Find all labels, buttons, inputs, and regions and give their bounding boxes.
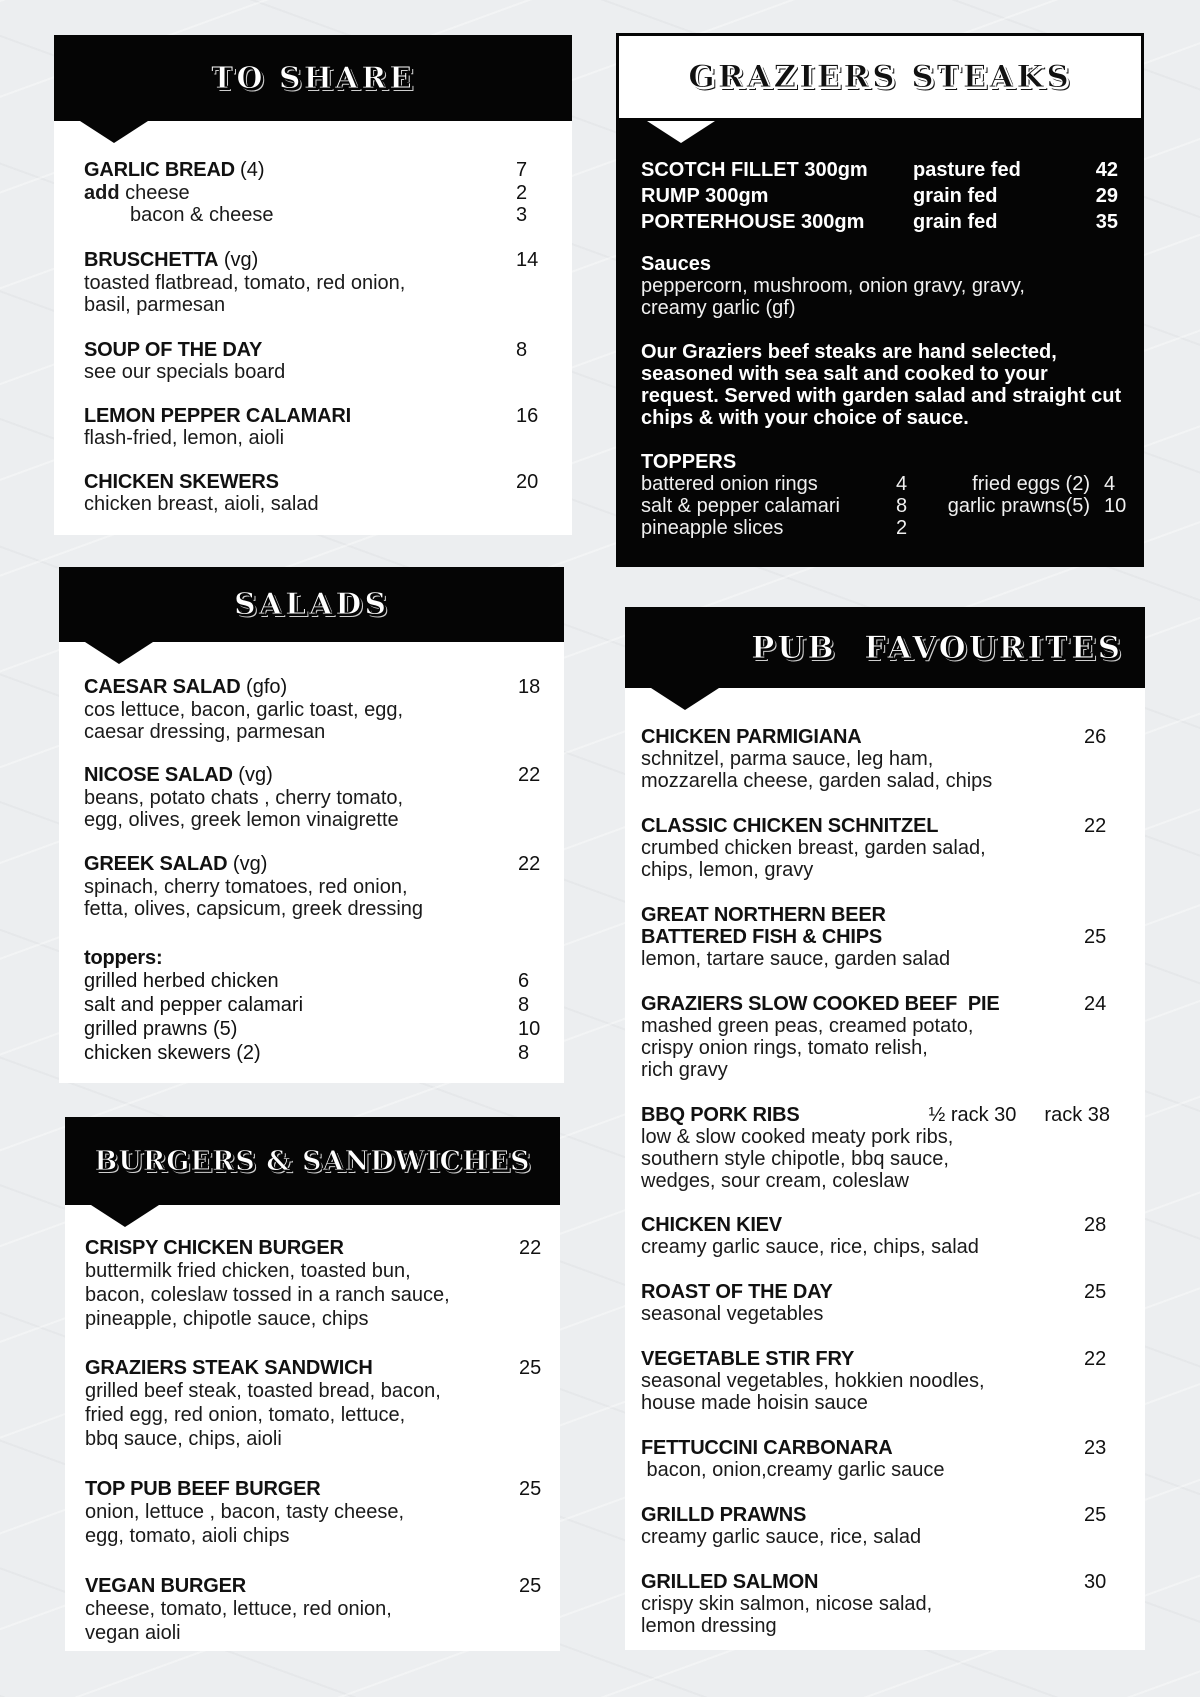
item-price: 25 xyxy=(1084,926,1107,948)
section-title: BURGERS & SANDWICHES xyxy=(94,1145,531,1177)
item-description: beans, potato chats , cherry tomato, egg, olives, greek lemon vinaigrette xyxy=(84,787,404,831)
toppers-label: toppers: xyxy=(84,947,163,969)
menu-item-lemon-pepper-calamari xyxy=(84,405,542,449)
item-price: 22 xyxy=(1084,1348,1107,1370)
menu-item-garlic-bread xyxy=(84,159,542,226)
item-name: VEGAN BURGER xyxy=(85,1575,246,1597)
salads-header xyxy=(59,567,564,642)
item-description: onion, lettuce , bacon, tasty cheese, egg, tomato, aioli chips xyxy=(85,1501,405,1547)
menu-item-beer-battered-fish-chips xyxy=(641,904,1110,970)
menu-item-chicken-kiev xyxy=(641,1214,1110,1258)
item-name: TOP PUB BEEF BURGER xyxy=(85,1478,321,1500)
steak-list xyxy=(641,157,1144,235)
addon-price: 3 xyxy=(516,204,528,226)
to-share-section xyxy=(54,35,572,535)
item-name: CHICKEN PARMIGIANA xyxy=(641,726,862,748)
menu-item-bruschetta xyxy=(84,249,542,316)
item-name: CHICKEN KIEV xyxy=(641,1214,782,1236)
item-description: creamy garlic sauce, rice, salad xyxy=(641,1526,922,1548)
steak-price: 29 xyxy=(1095,185,1118,207)
item-price: 18 xyxy=(518,676,541,698)
item-description: seasonal vegetables, hokkien noodles, house made hoisin sauce xyxy=(641,1370,985,1414)
steak-description: Our Graziers beef steaks are hand selected, seasoned with sea salt and cooked to your request. Served with garden salad and straight cut chips & with your choice of sauce. xyxy=(641,341,1122,429)
pub-favourites-section xyxy=(625,607,1145,1650)
item-price: 22 xyxy=(518,764,541,786)
sauces-list: peppercorn, mushroom, onion gravy, gravy, creamy garlic (gf) xyxy=(641,275,1025,319)
sauces-label: Sauces xyxy=(641,253,712,275)
item-description: bacon, onion,creamy garlic sauce xyxy=(641,1459,945,1481)
item-description: buttermilk fried chicken, toasted bun, bacon, coleslaw tossed in a ranch sauce, pineapple, chipotle sauce, chips xyxy=(85,1260,450,1330)
item-price: 23 xyxy=(1084,1437,1107,1459)
item-price: 25 xyxy=(1084,1281,1107,1303)
item-price: 7 xyxy=(516,159,528,181)
item-name: CLASSIC CHICKEN SCHNITZEL xyxy=(641,815,939,837)
item-name: BRUSCHETTA xyxy=(84,249,219,271)
item-tag: (vg) xyxy=(227,853,268,875)
menu-item-grilled-salmon xyxy=(641,1571,1110,1637)
steak-price: 42 xyxy=(1095,159,1118,181)
menu-item-vegetable-stir-fry xyxy=(641,1348,1110,1414)
item-price: 16 xyxy=(516,405,539,427)
steak-row: RUMP 300gm grain fed 29 xyxy=(641,185,1118,207)
item-description: toasted flatbread, tomato, red onion, basil, parmesan xyxy=(84,272,406,316)
item-description: seasonal vegetables xyxy=(641,1303,824,1325)
topper-row: grilled prawns (5) 10 xyxy=(84,1018,541,1040)
menu-item-fettuccini-carbonara xyxy=(641,1437,1110,1481)
toppers-label: TOPPERS xyxy=(641,451,737,473)
item-name: GRILLD PRAWNS xyxy=(641,1504,807,1526)
item-price: 25 xyxy=(519,1575,542,1597)
item-price: 20 xyxy=(516,471,539,493)
item-description: cos lettuce, bacon, garlic toast, egg, caesar dressing, parmesan xyxy=(84,699,404,743)
menu-item-classic-chicken-schnitzel xyxy=(641,815,1110,881)
item-price: 14 xyxy=(516,249,539,271)
item-description: cheese, tomato, lettuce, red onion, vegan aioli xyxy=(85,1598,392,1644)
item-name: GRILLED SALMON xyxy=(641,1571,819,1593)
topper-row: grilled herbed chicken 6 xyxy=(84,970,530,992)
item-description: mashed green peas, creamed potato, crispy onion rings, tomato relish, rich gravy xyxy=(641,1015,974,1081)
item-price-full-rack: rack 38 xyxy=(1044,1104,1110,1126)
item-name: CAESAR SALAD xyxy=(84,676,241,698)
add-label: add xyxy=(84,182,120,204)
item-name: LEMON PEPPER CALAMARI xyxy=(84,405,351,427)
steak-toppers-block xyxy=(641,451,1144,539)
sauces-block xyxy=(641,253,1144,319)
item-description: spinach, cherry tomatoes, red onion, fetta, olives, capsicum, greek dressing xyxy=(84,876,424,920)
salads-section xyxy=(59,567,564,1083)
item-description: creamy garlic sauce, rice, chips, salad xyxy=(641,1236,979,1258)
menu-item-chicken-skewers xyxy=(84,471,542,515)
item-price: 26 xyxy=(1084,726,1107,748)
item-name: BBQ PORK RIBS xyxy=(641,1104,800,1126)
menu-item-bbq-pork-ribs xyxy=(641,1104,1110,1192)
menu-item-grilld-prawns xyxy=(641,1504,1110,1548)
addon-label: bacon & cheese xyxy=(130,204,274,226)
item-description: crispy skin salmon, nicose salad, lemon dressing xyxy=(641,1593,933,1637)
graziers-steaks-section xyxy=(616,33,1144,567)
salad-toppers xyxy=(84,947,544,1065)
item-price: 22 xyxy=(1084,815,1107,837)
item-description: crumbed chicken breast, garden salad, chips, lemon, gravy xyxy=(641,837,986,881)
item-name: SOUP OF THE DAY xyxy=(84,339,263,361)
item-name: CHICKEN SKEWERS xyxy=(84,471,279,493)
steak-row: SCOTCH FILLET 300gm pasture fed 42 xyxy=(641,159,1118,181)
item-price: 28 xyxy=(1084,1214,1107,1236)
section-title: SALADS xyxy=(234,587,389,622)
menu-item-vegan-burger xyxy=(85,1575,545,1645)
item-name: GREEK SALAD xyxy=(84,853,228,875)
item-name: ROAST OF THE DAY xyxy=(641,1281,833,1303)
addon-label: cheese xyxy=(125,182,190,204)
topper-row: salt & pepper calamari 8 garlic prawns(5) 10 xyxy=(641,495,1127,517)
graziers-steaks-header xyxy=(616,33,1144,121)
burgers-sandwiches-section xyxy=(65,1117,560,1651)
menu-item-greek-salad xyxy=(84,853,544,920)
item-price: 8 xyxy=(516,339,528,361)
item-tag: (vg) xyxy=(218,249,259,271)
item-price: 25 xyxy=(519,1357,542,1379)
topper-row: battered onion rings 4 fried eggs (2) 4 xyxy=(641,473,1116,495)
burgers-header xyxy=(65,1117,560,1205)
steak-price: 35 xyxy=(1095,211,1118,233)
item-description: schnitzel, parma sauce, leg ham, mozzarella cheese, garden salad, chips xyxy=(641,748,993,792)
item-tag: (vg) xyxy=(232,764,273,786)
item-description: flash-fried, lemon, aioli xyxy=(84,427,285,449)
steak-row: PORTERHOUSE 300gm grain fed 35 xyxy=(641,211,1118,233)
addon-price: 2 xyxy=(516,182,528,204)
item-name: FETTUCCINI CARBONARA xyxy=(641,1437,893,1459)
pub-favourites-header xyxy=(625,607,1145,688)
menu-item-slow-cooked-beef-pie xyxy=(641,993,1110,1081)
item-description: see our specials board xyxy=(84,361,286,383)
item-name: GRAZIERS SLOW COOKED BEEF PIE xyxy=(641,993,1000,1015)
section-title: PUB FAVOURITES xyxy=(750,629,1123,666)
menu-item-soup-of-the-day xyxy=(84,339,542,383)
item-description: lemon, tartare sauce, garden salad xyxy=(641,948,951,970)
topper-row: pineapple slices 2 xyxy=(641,517,908,539)
item-name: NICOSE SALAD xyxy=(84,764,233,786)
item-tag: (gfo) xyxy=(240,676,288,698)
item-price: 30 xyxy=(1084,1571,1107,1593)
menu-item-chicken-parmigiana xyxy=(641,726,1110,792)
item-name: GARLIC BREAD (4) xyxy=(84,159,265,181)
item-name: VEGETABLE STIR FRY xyxy=(641,1348,855,1370)
menu-item-graziers-steak-sandwich xyxy=(85,1357,545,1451)
item-price: 25 xyxy=(1084,1504,1107,1526)
item-price: 22 xyxy=(519,1237,542,1259)
topper-row: chicken skewers (2) 8 xyxy=(84,1042,530,1064)
topper-row: salt and pepper calamari 8 xyxy=(84,994,530,1016)
item-price: 24 xyxy=(1084,993,1107,1015)
item-description: grilled beef steak, toasted bread, bacon, fried egg, red onion, tomato, lettuce, bbq sauce, chips, aioli xyxy=(85,1380,441,1450)
item-price: 22 xyxy=(518,853,541,875)
item-name: GREAT NORTHERN BEER BATTERED FISH & CHIPS xyxy=(641,904,886,948)
menu-item-crispy-chicken-burger xyxy=(85,1237,545,1331)
item-description: chicken breast, aioli, salad xyxy=(84,493,319,515)
menu-item-roast-of-the-day xyxy=(641,1281,1110,1325)
item-name: CRISPY CHICKEN BURGER xyxy=(85,1237,344,1259)
item-price: 25 xyxy=(519,1478,542,1500)
menu-item-top-pub-beef-burger xyxy=(85,1478,545,1548)
section-title: TO SHARE xyxy=(211,60,415,96)
menu-item-nicose-salad xyxy=(84,764,544,831)
item-description: low & slow cooked meaty pork ribs, southern style chipotle, bbq sauce, wedges, sour cream, coleslaw xyxy=(641,1126,954,1192)
section-title: GRAZIERS STEAKS xyxy=(688,59,1072,95)
menu-item-caesar-salad xyxy=(84,676,544,743)
item-name: GRAZIERS STEAK SANDWICH xyxy=(85,1357,373,1379)
item-price-half-rack: ½ rack 30 xyxy=(928,1104,1017,1126)
to-share-header xyxy=(54,35,572,121)
